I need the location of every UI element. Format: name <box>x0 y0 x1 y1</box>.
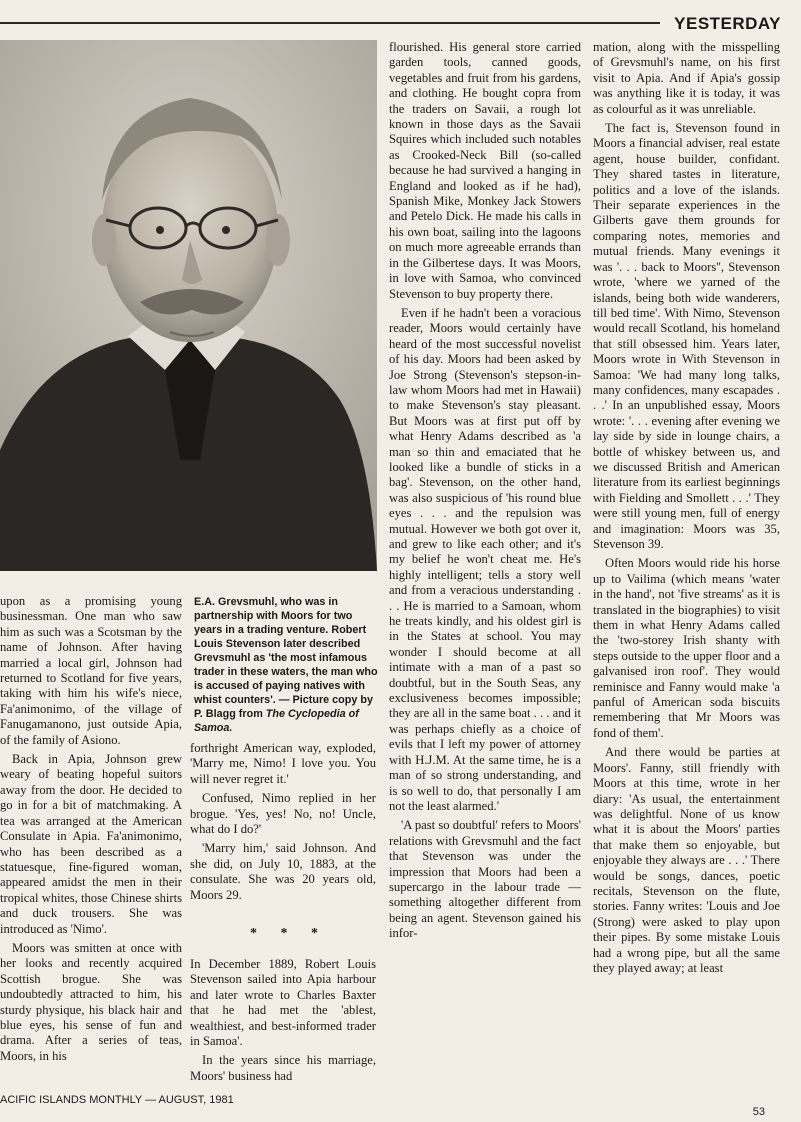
portrait-photo <box>0 40 377 571</box>
paragraph: Moors was smitten at once with her looks and recently acquired Scottish brogue. She was undoubtedly attracted to him, his sturdy physique, his black hair and blue eyes, his sense of fun and drama. After a series of teas, Moors, in his <box>0 940 182 1063</box>
column-2 <box>190 741 376 907</box>
column-1 <box>0 594 182 1068</box>
paragraph: And there would be parties at Moors'. Fanny, still friendly with Moors at this time, wrote in her diary: 'As usual, the entertainment was delightful. None of us know what it is about the Moors' parties that make them so enjoyable, but enjoyable they always are . . .' There would be songs, dances, poetic recitals, Stevenson on the flute, stories. Fanny writes: 'Louis and Joe (Strong) were asked to play upon their pipes. By some mistake Louis had a wrong pipe, but all the same they played away; at least <box>593 745 780 975</box>
header-rule <box>0 22 660 24</box>
column-2-continued <box>190 957 376 1088</box>
caption-text: E.A. Grevsmuhl, who was in partnership with Moors for two years in a trading venture. Robert Louis Stevenson later described Grevsmuhl as 'the most infamous trader in these waters, the man who is accused of paying natives with whist counters'. — Picture copy by P. Blagg from <box>194 596 378 720</box>
paragraph: Back in Apia, Johnson grew weary of beating hopeful suitors away from the door. He decided to go in for a bit of matchmaking. A tea was arranged at the American Consulate in Apia. Fa'animonimo, who has been described as a statuesque, fine-figured woman, appeared amidst the men in their tropical whites, those Chinese shirts and duck trousers. She was introduced as 'Nimo'. <box>0 752 182 936</box>
paragraph: The fact is, Stevenson found in Moors a financial adviser, real estate agent, house builder, confidant. They shared tastes in literature, politics and a love of the islands. Their separate experiences in the Gilberts gave them grounds for comparing notes, memories and mutual friends. Many evenings it was '. . . back to Moors'', Stevenson wrote, 'where we yarned of the islands, being both wide wanderers, till bed time'. With Nimo, Stevenson would recall Scotland, his homeland that still obsessed him. Years later, Moors wrote in With Stevenson in Samoa: 'We had many long talks, many confidences, many escapades . . .' In an unpublished essay, Moors wrote: '. . . evening after evening we lay side by side in lounge chairs, a bottle of whiskey between us, and we discussed British and American literature from its earliest beginnings with Fielding and Smollett . . .' They were still young men, full of energy and imagination: Moors was 35, Stevenson 39. <box>593 121 780 551</box>
section-heading: YESTERDAY <box>674 14 781 33</box>
paragraph: In the years since his marriage, Moors' business had <box>190 1053 376 1083</box>
paragraph: 'A past so doubtful' refers to Moors' relations with Grevsmuhl and the fact that Stevenson was under the impression that Moors had been a supercargo in the labour trade — something altogether different from being an agent. Stevenson gained his infor- <box>389 818 581 941</box>
paragraph: upon as a promising young businessman. One man who saw him as such was a Scotsman by the name of Johnson. After having married a local girl, Johnson had returned to Scotland for five years, taking with him his wife's niece, Fa'animonimo, of the village of Fanugamanono, just outside Apia, of the family of Asiono. <box>0 594 182 747</box>
page-number: 53 <box>752 1106 765 1118</box>
caption-source: The Cyclopedia of Samoa. <box>194 708 359 734</box>
photo-caption <box>194 595 378 735</box>
paragraph: Confused, Nimo replied in her brogue. 'Yes, yes! No, no! Uncle, what do I do?' <box>190 791 376 837</box>
column-4 <box>593 40 780 980</box>
paragraph: Often Moors would ride his horse up to Vailima (which means 'water in the hand', not 'five streams' as it is translated in the biographies) to visit them in what Henry Adams called the 'two-storey Irish shanty with steps outside to the upper floor and a galvanised iron roof'. They would reminisce and Fanny would make 'a panful of American soda biscuits remembering that Mr Moors was fond of them'. <box>593 556 780 740</box>
column-3 <box>389 40 581 946</box>
paragraph: Even if he hadn't been a voracious reader, Moors would certainly have heard of the most successful novelist of his day. Moors had been asked by Joe Strong (Stevenson's stepson-in-law whom Moors had met in Hawaii) to make Stevenson's stay pleasant. But Moors was at first put off by what Henry Adams described as 'a man so thin and emaciated that he looked like a bundle of sticks in a bag'. Stevenson, on the other hand, was also suspicious of 'his round blue eyes . . . and the repulsion was mutual. However we both got over it, and grew to like each other; and it's my belief he won't cheat me. He's highly intelligent; tells a story well and from a veracious understanding . . . He is married to a Samoan, whom he treats kindly, and his oldest girl is in the States at school. You may wonder I should become at all intimate with a man of a past so doubtful, but in the South Seas, any exclusiveness becomes impossible; they are all in the same boat . . . and it was perhaps chiefly as a choice of evils that I left my power of attorney with H.J.M. At the same time, he is a man of so strong understanding, and is so well to do, that personally I am not the least alarmed.' <box>389 305 581 813</box>
paragraph: forthright American way, exploded, 'Marry me, Nimo! I love you. You will never regret it.' <box>190 741 376 786</box>
paragraph: mation, along with the misspelling of Grevsmuhl's name, on his first visit to Apia. And if Apia's gossip was anything like it is today, it was as colourful as it was unreliable. <box>593 40 780 116</box>
section-separator: * * * <box>250 926 328 941</box>
publication-footer: ACIFIC ISLANDS MONTHLY — AUGUST, 1981 <box>0 1094 234 1106</box>
paragraph: 'Marry him,' said Johnson. And she did, on July 10, 1883, at the consulate. She was 20 years old, Moors 29. <box>190 841 376 902</box>
paragraph: flourished. His general store carried garden tools, canned goods, vegetables and fruit from his gardens, and clothing. He bought copra from the traders on Savaii, a rough lot known in those days as the Savaii Squires which included such notables as Crooked-Neck Bill (so-called because he had survived a hanging in England and looked as if he had), Spanish Mike, Monkey Jack Stowers and Petelo Dick. He made his calls in his own boat, sailing into the lagoons on much more agreeable errands than in the Gilbertese days. It was Moors, in love with Samoa, who convinced Stevenson to buy property there. <box>389 40 581 301</box>
paragraph: In December 1889, Robert Louis Stevenson sailed into Apia harbour and later wrote to Charles Baxter that he had met the 'ablest, wealthiest, and best-informed trader in Samoa'. <box>190 957 376 1049</box>
